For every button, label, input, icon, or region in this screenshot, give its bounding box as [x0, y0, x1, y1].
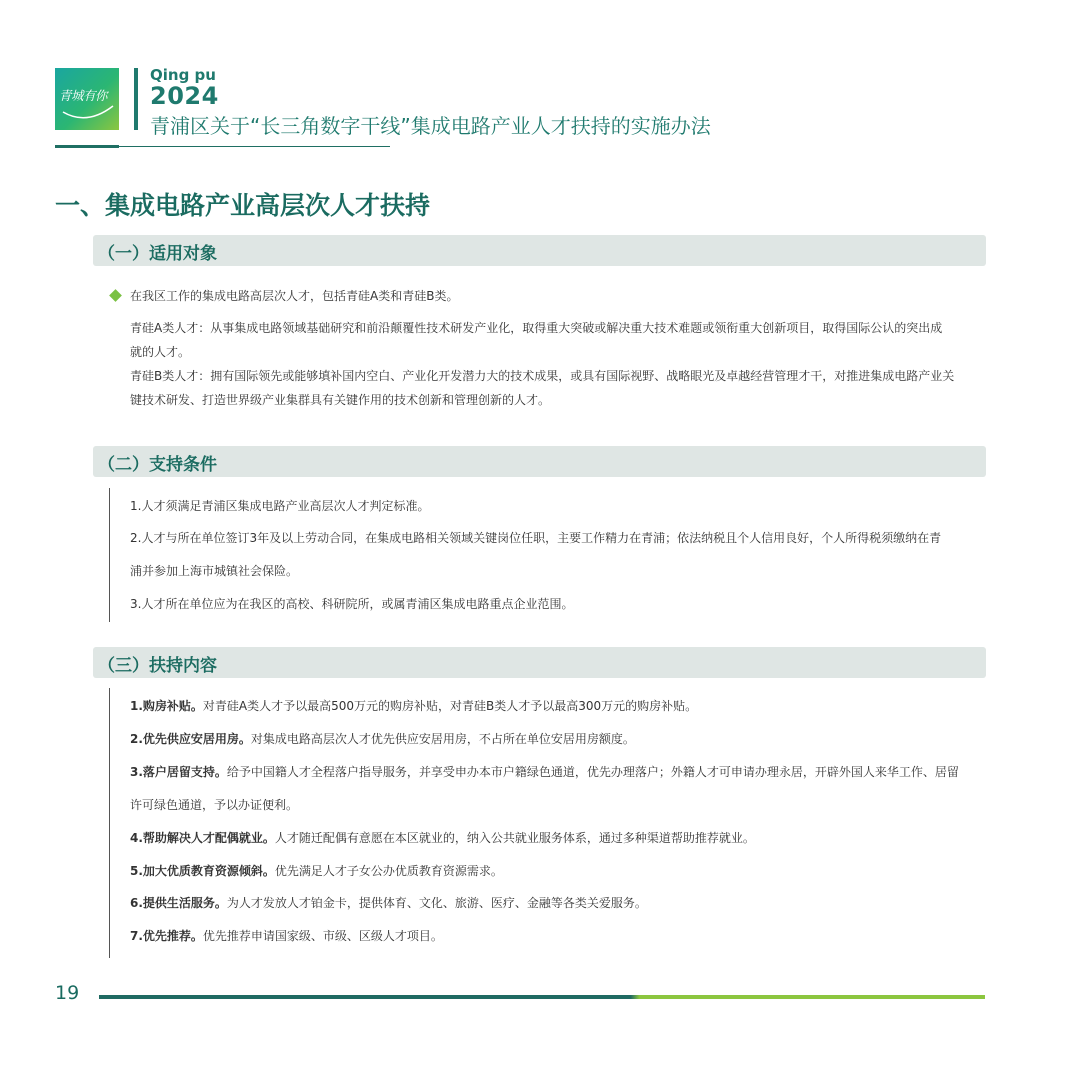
- diamond-bullet-icon: [109, 289, 122, 302]
- subsection-heading-conditions: [93, 446, 986, 477]
- list-item: 3.人才所在单位应为在我区的高校、科研院所，或属青浦区集成电路重点企业范围。: [130, 597, 574, 611]
- subsection-heading-text: （一）适用对象: [98, 244, 217, 264]
- bullet-text: 在我区工作的集成电路高层次人才，包括青硅A类和青硅B类。: [130, 289, 459, 303]
- paragraph-line: 就的人才。: [130, 345, 191, 359]
- support-item: 2.优先供应安居用房。对集成电路高层次人才优先供应安居用房，不占所在单位安居用房额度。: [130, 732, 635, 746]
- subsection-heading-text: （三）扶持内容: [98, 656, 217, 676]
- list-item: 1.人才须满足青浦区集成电路产业高层次人才判定标准。: [130, 499, 430, 513]
- subsection-heading-applicable: [93, 235, 986, 266]
- section-title: 一、集成电路产业高层次人才扶持: [55, 191, 431, 220]
- logo-text: 青城有你: [59, 88, 108, 103]
- list-item: 2.人才与所在单位签订3年及以上劳动合同，在集成电路相关领域关键岗位任职，主要工作精力在青浦；依法纳税且个人信用良好，个人所得税须缴纳在青: [130, 531, 942, 545]
- list-rule: [109, 488, 110, 622]
- list-item: 浦并参加上海市城镇社会保险。: [130, 564, 299, 578]
- document-title: 青浦区关于“长三角数字干线”集成电路产业人才扶持的实施办法: [150, 114, 711, 138]
- paragraph-line: 青硅B类人才：拥有国际领先或能够填补国内空白、产业化开发潜力大的技术成果，或具有国际视野、战略眼光及卓越经营管理才干，对推进集成电路产业关: [130, 369, 955, 383]
- support-item: 1.购房补贴。对青硅A类人才予以最高500万元的购房补贴，对青硅B类人才予以最高300万元的购房补贴。: [130, 699, 698, 713]
- support-item: 7.优先推荐。优先推荐申请国家级、市级、区级人才项目。: [130, 929, 443, 943]
- logo: [55, 68, 119, 130]
- footer-bar: [99, 995, 985, 999]
- support-item: 3.落户居留支持。给予中国籍人才全程落户指导服务，并享受申办本市户籍绿色通道，优先办理落户；外籍人才可申请办理永居，开辟外国人来华工作、居留: [130, 765, 959, 779]
- header-divider: [134, 68, 138, 130]
- paragraph-line: 青硅A类人才：从事集成电路领域基础研究和前沿颠覆性技术研发产业化，取得重大突破或解决重大技术难题或领衔重大创新项目，取得国际公认的突出成: [130, 321, 943, 335]
- subsection-heading-text: （二）支持条件: [98, 455, 217, 475]
- paragraph-line: 键技术研发、打造世界级产业集群具有关键作用的技术创新和管理创新的人才。: [130, 393, 551, 407]
- support-item: 许可绿色通道，予以办证便利。: [130, 798, 299, 812]
- subsection-heading-support: [93, 647, 986, 678]
- support-item: 6.提供生活服务。为人才发放人才铂金卡，提供体育、文化、旅游、医疗、金融等各类关爱服务。: [130, 896, 647, 910]
- support-item: 5.加大优质教育资源倾斜。优先满足人才子女公办优质教育资源需求。: [130, 864, 503, 878]
- page-number: 19: [55, 982, 80, 1004]
- support-item: 4.帮助解决人才配偶就业。人才随迁配偶有意愿在本区就业的，纳入公共就业服务体系，通过多种渠道帮助推荐就业。: [130, 831, 755, 845]
- list-rule: [109, 688, 110, 958]
- header-year: 2024: [150, 82, 219, 110]
- header-brand: Qing pu: [150, 66, 216, 84]
- header-rule-accent: [55, 145, 119, 148]
